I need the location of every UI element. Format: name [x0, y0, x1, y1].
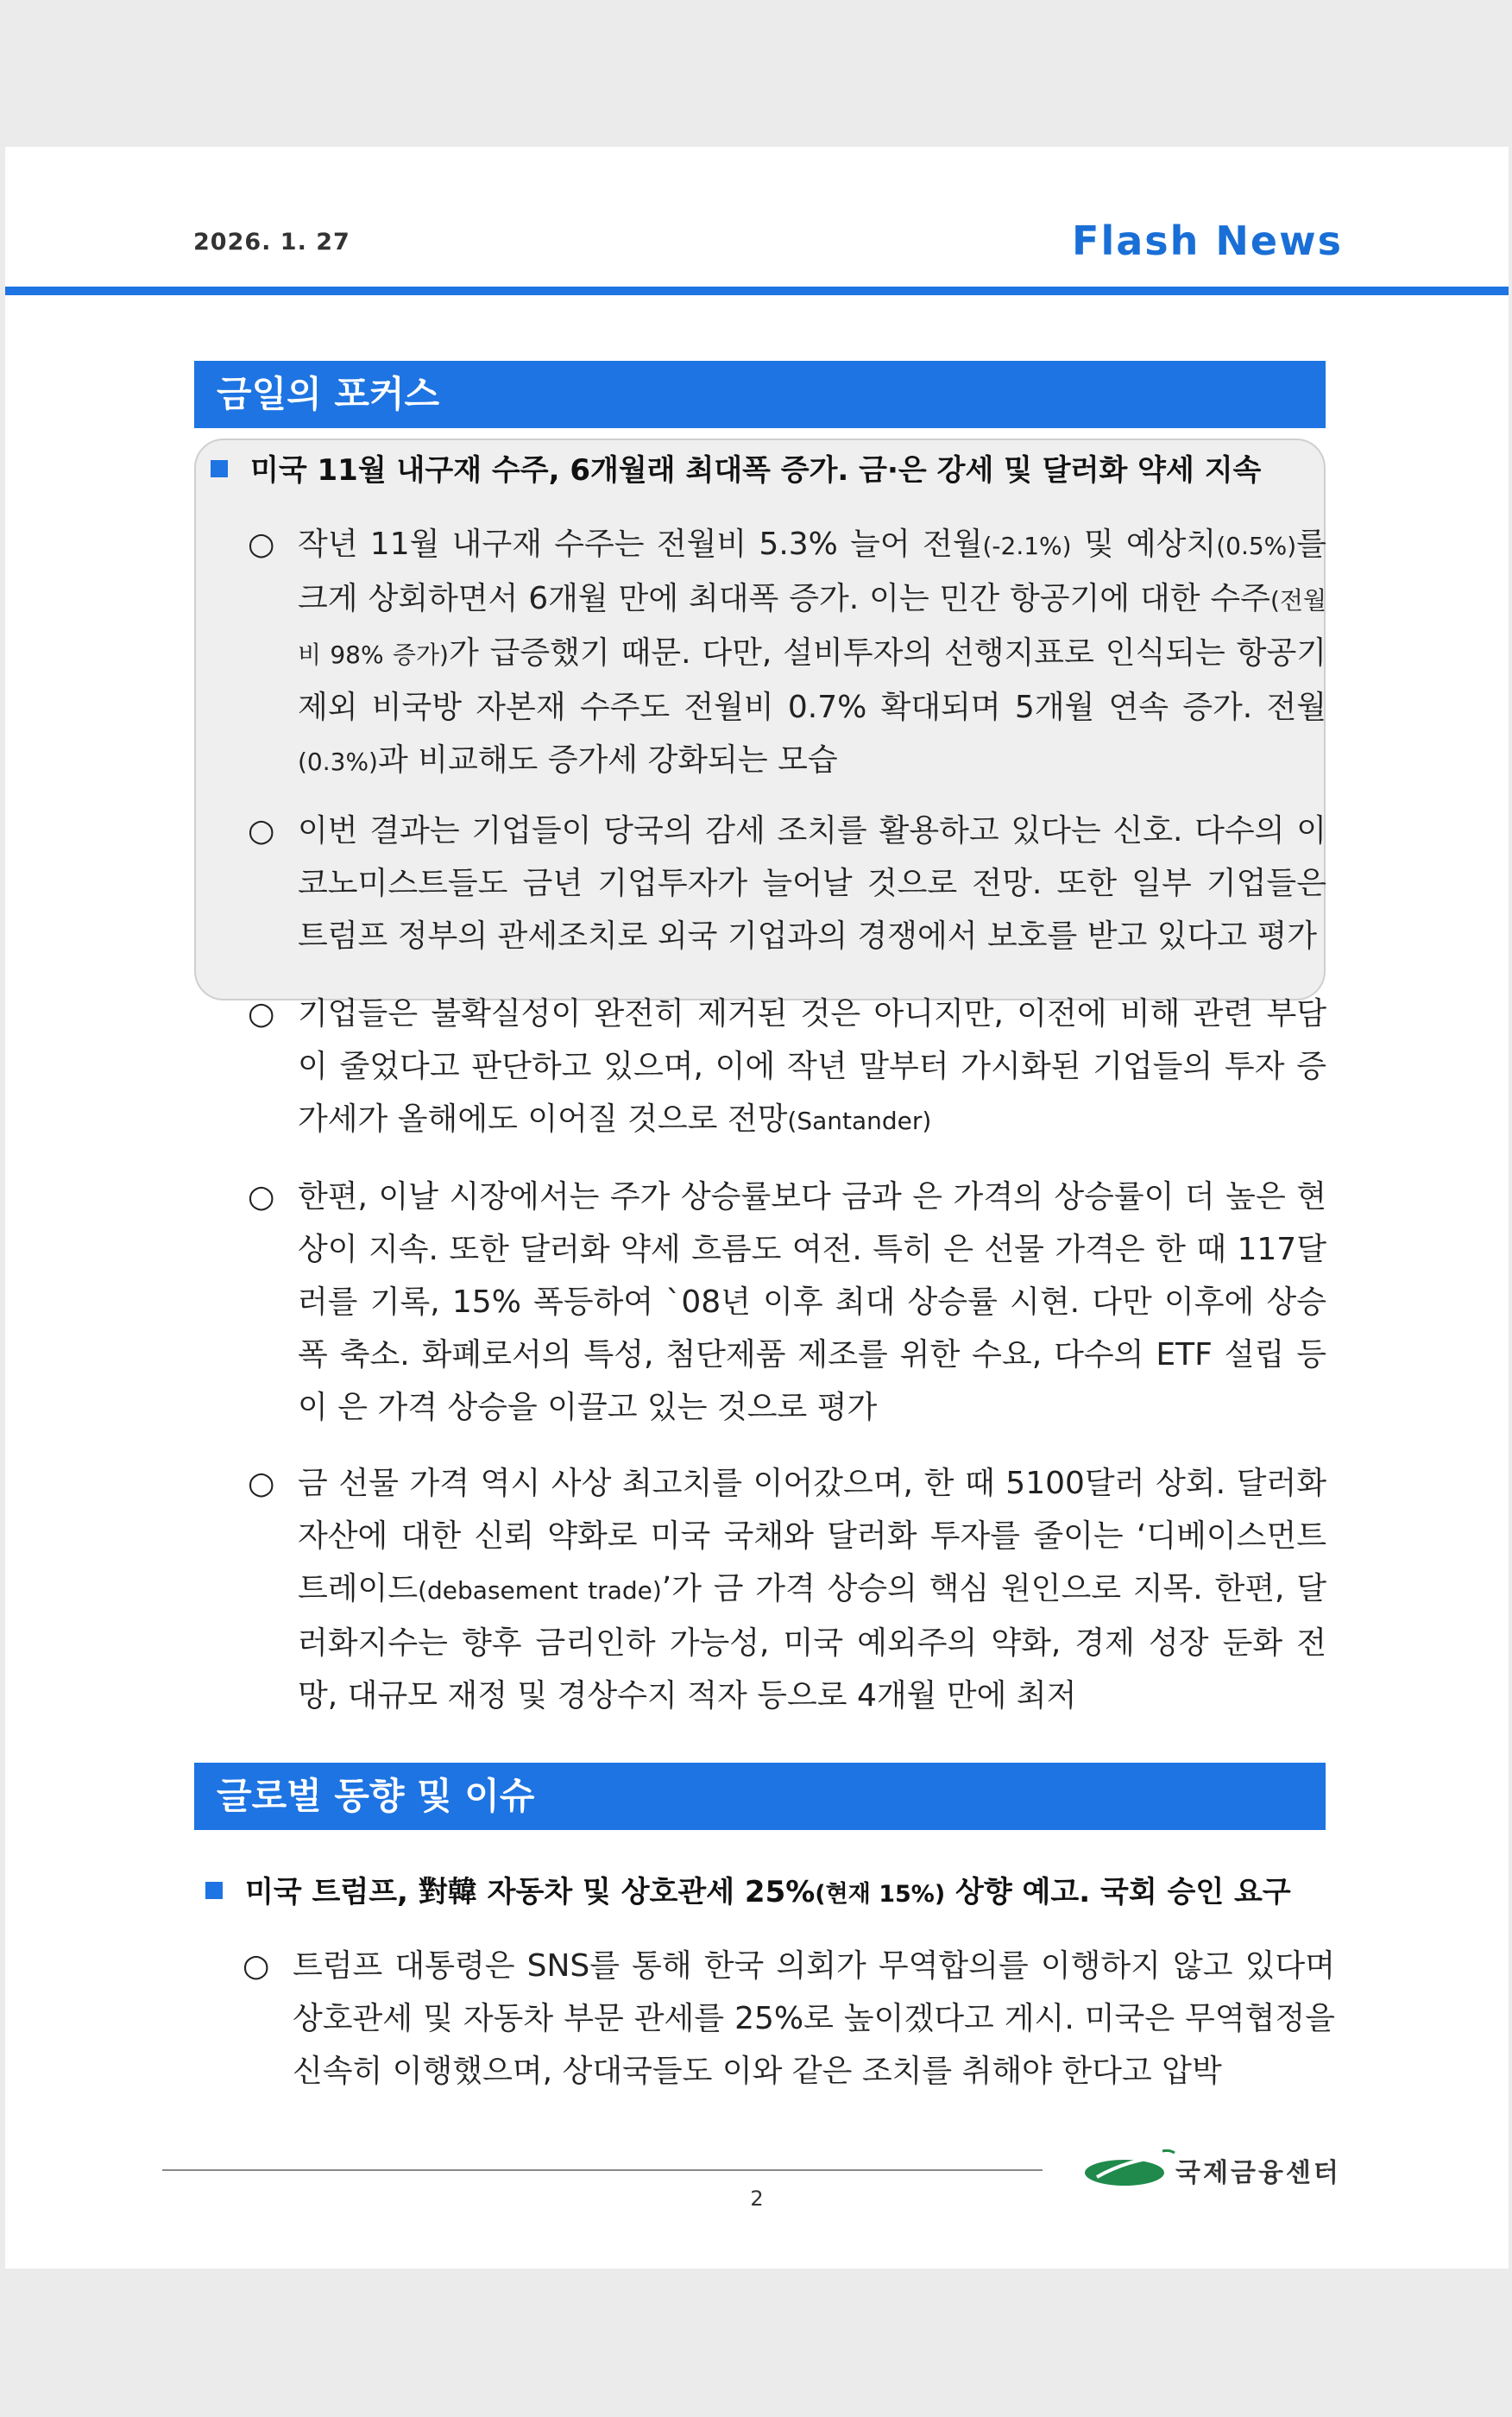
focus-headline [211, 446, 1261, 489]
text-run-small: (전월비 98% 증가) [298, 586, 1326, 669]
global-bullet-1-text: 트럼프 대통령은 SNS를 통해 한국 의회가 무역합의를 이행하지 않고 있다며 상호관세 및 자동차 부문 관세를 25%로 높이겠다고 게시. 미국은 무역협정을 신속히 이행했으며, 상대국들도 이와 같은 조치를 취해야 한다고 압박 [293, 1948, 1335, 2089]
global-headline [205, 1868, 1291, 1910]
circle-bullet-icon: ○ [248, 1179, 275, 1215]
text-run: 작년 11월 내구재 수주는 전월비 5.3% 늘어 전월 [298, 527, 983, 562]
text-run-small: (0.3%) [298, 748, 378, 776]
document-page [5, 147, 1509, 2269]
focus-bullet-2-text: 이번 결과는 기업들이 당국의 감세 조치를 활용하고 있다는 신호. 다수의 이코노미스트들도 금년 기업투자가 늘어날 것으로 전망. 또한 일부 기업들은 트럼프 정부의 관세조치로 외국 기업과의 경쟁에서 보호를 받고 있다고 평가 [298, 813, 1326, 954]
focus-bullet-4-text: 한편, 이날 시장에서는 주가 상승률보다 금과 은 가격의 상승률이 더 높은 현상이 지속. 또한 달러화 약세 흐름도 여전. 특히 은 선물 가격은 한 때 117달러를 기록, 15% 폭등하여 `08년 이후 최대 상승률 시현. 다만 이후에 상승폭 축소. 화폐로서의 특성, 첨단제품 제조를 위한 수요, 다수의 ETF 설립 등이 은 가격 상승을 이끌고 있는 것으로 평가 [298, 1179, 1326, 1425]
focus-bullet-3 [248, 988, 1326, 1147]
focus-bullet-1 [248, 518, 1326, 788]
focus-bullet-2 [248, 805, 1326, 962]
section-title-focus: 금일의 포커스 [194, 361, 1326, 428]
global-headline-text-b: 상향 예고. 국회 승인 요구 [945, 1875, 1291, 1909]
page-number: 2 [750, 2187, 764, 2211]
header-divider [5, 287, 1509, 295]
text-run: 과 비교해도 증가세 강화되는 모습 [377, 742, 838, 778]
global-headline-small: (현재 15%) [815, 1881, 946, 1908]
text-run-small: (debasement trade) [418, 1576, 662, 1605]
flash-news-title: Flash News [1072, 218, 1343, 264]
text-run-small: (0.5%) [1216, 532, 1297, 560]
focus-bullet-5 [248, 1457, 1326, 1722]
focus-bullet-4 [248, 1171, 1326, 1434]
section-title-global: 글로벌 동향 및 이슈 [194, 1763, 1326, 1830]
circle-bullet-icon: ○ [248, 813, 275, 849]
global-bullet-1 [243, 1940, 1335, 2098]
focus-bullet-1-text [298, 518, 1326, 788]
text-run-small: (-2.1%) [982, 532, 1072, 560]
focus-bullet-3-text [298, 988, 1326, 1147]
kcif-logo-text: 국제금융센터 [1175, 2158, 1341, 2188]
footer-divider [162, 2169, 1043, 2171]
text-run: 가 급증했기 때문. 다만, 설비투자의 선행지표로 인식되는 항공기 제외 비국방 자본재 수주도 전월비 0.7% 확대되며 5개월 연속 증가. 전월 [298, 635, 1326, 725]
text-run: 금 선물 가격 역시 사상 최고치를 이어갔으며, 한 때 5100달러 상회. 달러화 자산에 대한 신뢰 약화로 미국 국채와 달러화 투자를 줄이는 ‘디베이스먼트 트레이드 [298, 1466, 1326, 1606]
text-run: 를 크게 상회하면서 6개월 만에 최대폭 증가. 이는 민간 항공기에 대한 수주 [298, 527, 1326, 616]
text-run: 및 예상치 [1071, 527, 1217, 562]
text-run: 기업들은 불확실성이 완전히 제거된 것은 아니지만, 이전에 비해 관련 부담이 줄었다고 판단하고 있으며, 이에 작년 말부터 가시화된 기업들의 투자 증가세가 올해에도 이어질 것으로 전망 [298, 996, 1326, 1137]
report-date: 2026. 1. 27 [193, 229, 350, 256]
focus-headline-text: 미국 11월 내구재 수주, 6개월래 최대폭 증가. 금·은 강세 및 달러화 약세 지속 [250, 453, 1262, 488]
circle-bullet-icon: ○ [248, 996, 275, 1032]
circle-bullet-icon: ○ [243, 1948, 270, 1984]
global-headline-text-a: 미국 트럼프, 對韓 자동차 및 상호관세 25% [245, 1875, 816, 1909]
focus-bullet-5-text [298, 1457, 1326, 1722]
square-bullet-icon [205, 1882, 223, 1899]
square-bullet-icon [211, 460, 228, 477]
circle-bullet-icon: ○ [248, 1466, 275, 1501]
circle-bullet-icon: ○ [248, 527, 275, 562]
text-run: ’가 금 가격 상승의 핵심 원인으로 지목. 한편, 달러화지수는 향후 금리인하 가능성, 미국 예외주의 약화, 경제 성장 둔화 전망, 대규모 재정 및 경상수지 적자 등으로 4개월 만에 최저 [298, 1571, 1326, 1713]
source-note: (Santander) [787, 1107, 932, 1135]
